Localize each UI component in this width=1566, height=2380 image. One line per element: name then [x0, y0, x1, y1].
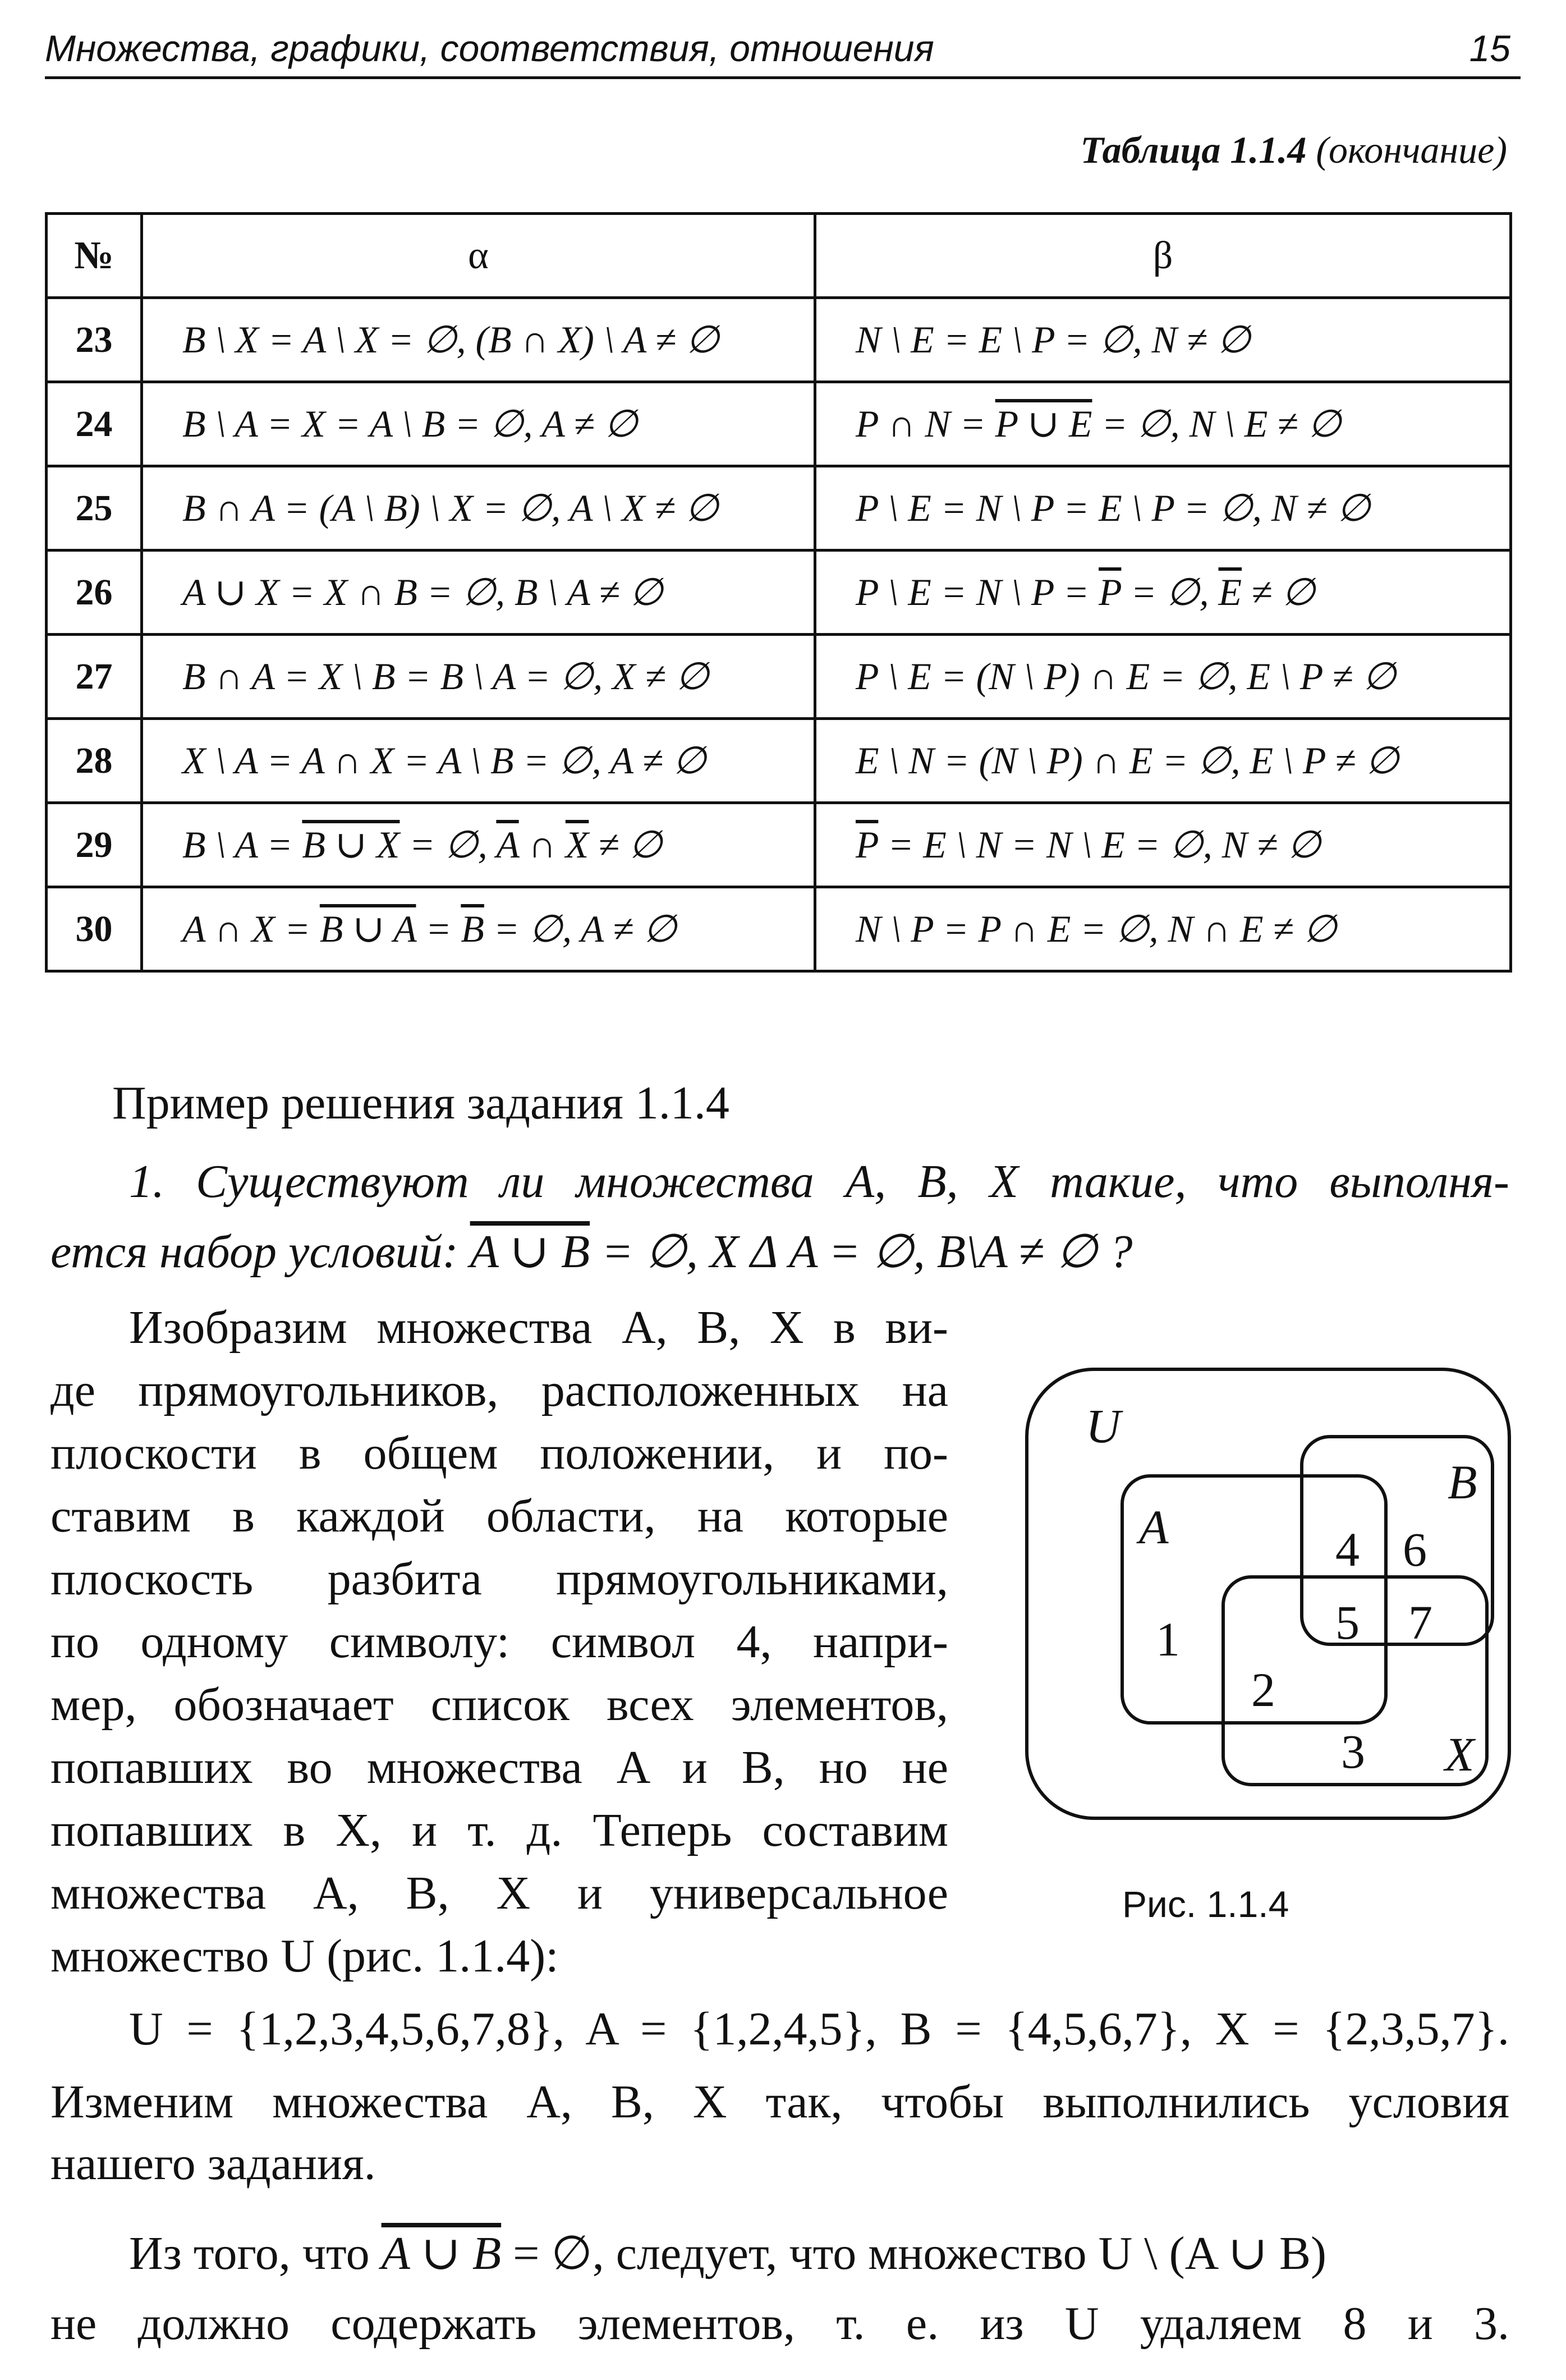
row-number: 28 [47, 719, 142, 803]
row-number: 26 [47, 551, 142, 635]
beta-formula: N \ E = E \ P = ∅, N ≠ ∅ [815, 298, 1511, 382]
col-header-number: № [47, 214, 142, 298]
sets-definition: U = {1,2,3,4,5,6,7,8}, A = {1,2,4,5}, B = {4,5,6,7}, X = {2,3,5,7}. [129, 2003, 1509, 2055]
region-6: 6 [1403, 1523, 1427, 1576]
alpha-formula: B \ X = A \ X = ∅, (B ∩ X) \ A ≠ ∅ [142, 298, 815, 382]
region-3: 3 [1341, 1725, 1365, 1778]
label-b: B [1448, 1455, 1477, 1509]
beta-formula: P \ E = (N \ P) ∩ E = ∅, E \ P ≠ ∅ [815, 635, 1511, 719]
beta-formula: P \ E = N \ P = E \ P = ∅, N ≠ ∅ [815, 466, 1511, 551]
change-line-1: Изменим множества A, B, X так, чтобы выполнились условия [50, 2076, 1509, 2128]
table-row [47, 551, 1511, 635]
col-header-alpha: α [142, 214, 815, 298]
page-number: 15 [1469, 27, 1510, 69]
change-line-2: нашего задания. [50, 2138, 376, 2190]
table-caption-note: (окончание) [1316, 129, 1507, 171]
example-heading: Пример решения задания 1.1.4 [112, 1077, 729, 1129]
table-header-row [47, 214, 1511, 298]
beta-formula: P \ E = N \ $P = \overline{P}$ = ∅, $\overline{E}$ ≠ ∅ [815, 551, 1511, 635]
row-number: 24 [47, 382, 142, 466]
row-number: 29 [47, 803, 142, 887]
figure-caption: Рис. 1.1.4 [1122, 1883, 1289, 1925]
region-7: 7 [1408, 1595, 1432, 1649]
final-line-1: Из того, что A ∪ B = ∅, следует, что множество U \ (A ∪ B) [129, 2227, 1327, 2280]
table-row [47, 635, 1511, 719]
alpha-formula: B ∩ A = X \ B = B \ A = ∅, X ≠ ∅ [142, 635, 815, 719]
beta-formula: $\overline{P} = E$ \ N = N \ E = ∅, N ≠ ∅ [815, 803, 1511, 887]
alpha-formula: A ∪ X = X ∩ B = ∅, B \ A ≠ ∅ [142, 551, 815, 635]
row-number: 23 [47, 298, 142, 382]
header-title: Множества, графики, соответствия, отношения [45, 27, 934, 69]
beta-formula: E \ N = (N \ P) ∩ E = ∅, E \ P ≠ ∅ [815, 719, 1511, 803]
region-4: 4 [1335, 1523, 1360, 1576]
table-row [47, 803, 1511, 887]
beta-formula: N \ P = P ∩ E = ∅, N ∩ E ≠ ∅ [815, 887, 1511, 971]
region-1: 1 [1156, 1612, 1180, 1666]
region-2: 2 [1251, 1663, 1275, 1717]
row-number: 27 [47, 635, 142, 719]
alpha-formula: B ∩ A = (A \ B) \ X = ∅, A \ X ≠ ∅ [142, 466, 815, 551]
alpha-formula: A ∩ X = B ∪ $A = \overline{B}$ = ∅, A ≠ ∅ [142, 887, 815, 971]
conditions-table [45, 212, 1512, 973]
alpha-formula: B \ A = B ∪ X = ∅, $\overline{A}$ ∩ $\overline{X}$ ≠ ∅ [142, 803, 815, 887]
table-row [47, 719, 1511, 803]
label-u: U [1086, 1399, 1121, 1453]
task-line-1: 1. Существуют ли множества A, B, X такие, что выполня- [129, 1155, 1509, 1208]
table-caption-label: Таблица 1.1.4 [1080, 129, 1307, 171]
row-number: 30 [47, 887, 142, 971]
table-caption [1081, 128, 1507, 172]
region-5: 5 [1335, 1595, 1360, 1649]
table-row [47, 382, 1511, 466]
final-line-2: не должно содержать элементов, т. е. из U удаляем 8 и 3. [50, 2298, 1509, 2350]
row-number: 25 [47, 466, 142, 551]
label-a: A [1139, 1500, 1169, 1554]
running-header [45, 20, 1521, 79]
set-diagram [1021, 1364, 1526, 1846]
beta-formula: P ∩ N = P ∪ E = ∅, N \ E ≠ ∅ [815, 382, 1511, 466]
table-row [47, 466, 1511, 551]
task-line-2: ется набор условий: A ∪ B = ∅, X Δ A = ∅, B\A ≠ ∅ ? [50, 1226, 1133, 1278]
alpha-formula: X \ A = A ∩ X = A \ B = ∅, A ≠ ∅ [142, 719, 815, 803]
explanation-paragraph: Изобразим множества A, B, X в ви- де прямоугольников, расположенных на плоскости в общем положении, и по- ставим в каждой области, на которые плоскость разбита прямоугольниками, по одному символу: символ 4, напри- мер, обозначает список всех элементов, попавших во множества A и B, но не попавших в X, и т. д. Теперь составим множества A, B, X и универсальное множество U (рис. 1.1.4): [50, 1301, 948, 1982]
table-row [47, 887, 1511, 971]
alpha-formula: B \ A = X = A \ B = ∅, A ≠ ∅ [142, 382, 815, 466]
col-header-beta: β [815, 214, 1511, 298]
table-row [47, 298, 1511, 382]
label-x: X [1445, 1727, 1475, 1781]
